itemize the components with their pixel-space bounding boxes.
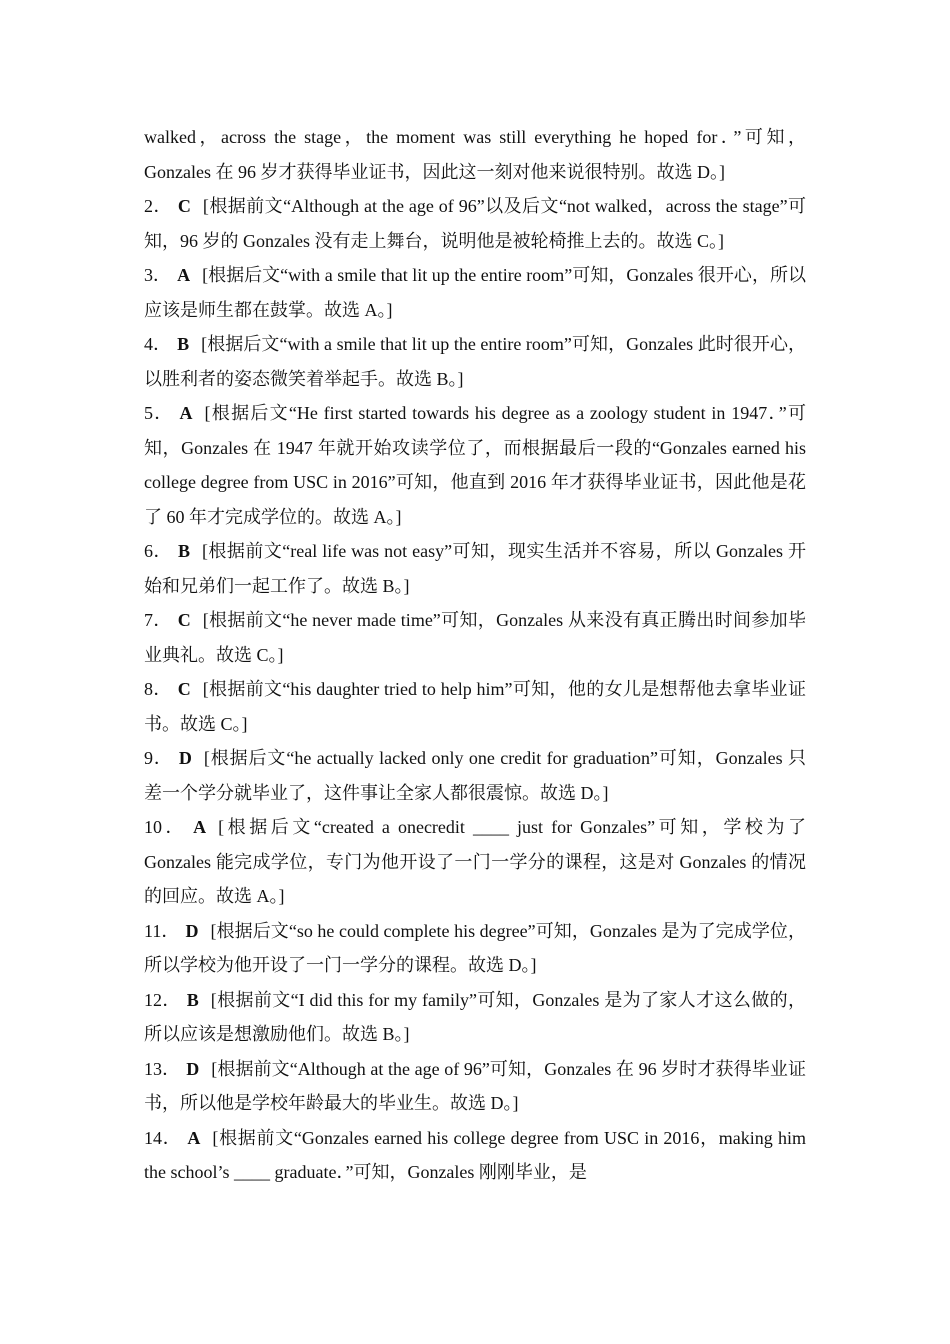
answer-item-10 xyxy=(144,810,806,914)
item-answer: C xyxy=(177,610,191,630)
answer-item-11 xyxy=(144,914,806,983)
item-explanation: [根据前文“Gonzales earned his college degree from USC in 2016，making him the school’s ____ graduate．”可知，Gonzales 刚刚毕业，是 xyxy=(144,1127,806,1182)
item-number: 6． xyxy=(144,541,172,561)
item-number: 5． xyxy=(144,403,174,423)
intro-text: walked，across the stage，the moment was still everything he hoped for．”可知，Gonzales 在 96 岁才获得毕业证书，因此这一刻对他来说很特别。故选 D。] xyxy=(144,127,806,182)
item-explanation: [根据前文“I did this for my family”可知，Gonzales 是为了家人才这么做的，所以应该是想激励他们。故选 B。] xyxy=(144,989,807,1044)
item-answer: A xyxy=(179,403,193,423)
item-explanation: [根据前文“Although at the age of 96”可知，Gonzales 在 96 岁时才获得毕业证书，所以他是学校年龄最大的毕业生。故选 D。] xyxy=(144,1058,806,1113)
item-answer: D xyxy=(178,748,192,768)
item-explanation: [根据后文“He first started towards his degree as a zoology student in 1947．”可知，Gonzales 在 1947 年就开始攻读学位了，而根据最后一段的“Gonzales earned his college degree from USC in 2016”可知，他直到 2016 年才获得毕业证书，因此他是花了 60 年才完成学位的。故选 A。] xyxy=(144,403,806,527)
item-explanation: [根据后文“with a smile that lit up the entire room”可知，Gonzales 此时很开心，以胜利者的姿态微笑着举起手。故选 B。] xyxy=(144,334,807,389)
item-number: 11． xyxy=(144,920,180,941)
answer-explanations xyxy=(144,120,806,1190)
item-number: 7． xyxy=(144,610,172,630)
answer-item-9 xyxy=(144,741,806,810)
item-explanation: [根据前文“he never made time”可知，Gonzales 从来没有真正腾出时间参加毕业典礼。故选 C。] xyxy=(144,610,806,665)
item-explanation: [根据后文“he actually lacked only one credit for graduation”可知，Gonzales 只差一个学分就毕业了，这件事让全家人都很震惊。故选 D。] xyxy=(144,748,806,803)
item-answer: A xyxy=(177,265,191,285)
item-number: 2． xyxy=(144,196,172,216)
answer-item-2 xyxy=(144,189,806,258)
item-explanation: [根据后文“created a onecredit ____ just for Gonzales”可知，学校为了 Gonzales 能完成学位，专门为他开设了一门一学分的课程，这是对 Gonzales 的情况的回应。故选 A。] xyxy=(144,817,806,906)
item-number: 12． xyxy=(144,989,181,1010)
item-number: 13． xyxy=(144,1058,181,1079)
item-explanation: [根据前文“his daughter tried to help him”可知，他的女儿是想帮他去拿毕业证书。故选 C。] xyxy=(144,679,806,734)
answer-item-12 xyxy=(144,983,806,1052)
answer-item-13 xyxy=(144,1052,806,1121)
item-explanation: [根据前文“real life was not easy”可知，现实生活并不容易，所以 Gonzales 开始和兄弟们一起工作了。故选 B。] xyxy=(144,541,806,596)
item-number: 10． xyxy=(144,817,188,837)
item-answer: A xyxy=(193,817,207,837)
item-number: 14． xyxy=(144,1127,182,1148)
item-number: 9． xyxy=(144,748,173,768)
item-number: 3． xyxy=(144,265,172,285)
item-number: 4． xyxy=(144,334,172,354)
item-answer: D xyxy=(185,920,199,941)
answer-item-5 xyxy=(144,396,806,534)
item-answer: B xyxy=(186,989,199,1010)
item-answer: C xyxy=(177,679,191,699)
answer-item-14 xyxy=(144,1121,806,1190)
answer-item-4 xyxy=(144,327,806,396)
item-explanation: [根据后文“with a smile that lit up the entire room”可知，Gonzales 很开心，所以应该是师生都在鼓掌。故选 A。] xyxy=(144,265,807,320)
intro-paragraph xyxy=(144,120,806,189)
item-answer: A xyxy=(187,1127,201,1148)
item-number: 8． xyxy=(144,679,172,699)
answer-item-3 xyxy=(144,258,806,327)
item-answer: C xyxy=(177,196,191,216)
answer-item-7 xyxy=(144,603,806,672)
answer-item-8 xyxy=(144,672,806,741)
item-answer: D xyxy=(186,1058,200,1079)
item-explanation: [根据前文“Although at the age of 96”以及后文“not walked，across the stage”可知，96 岁的 Gonzales 没有走上舞台，说明他是被轮椅推上去的。故选 C。] xyxy=(144,196,807,251)
item-answer: B xyxy=(177,334,190,354)
item-explanation: [根据后文“so he could complete his degree”可知，Gonzales 是为了完成学位，所以学校为他开设了一门一学分的课程。故选 D。] xyxy=(144,920,806,975)
item-answer: B xyxy=(177,541,190,561)
answer-item-6 xyxy=(144,534,806,603)
